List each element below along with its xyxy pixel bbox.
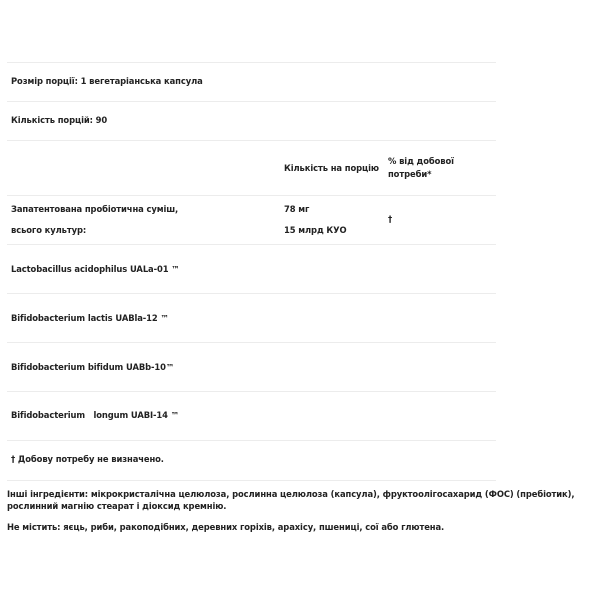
divider: [7, 342, 496, 343]
allergen-statement: Не містить: яєць, риби, ракоподібних, деревних горіхів, арахісу, пшениці, сої або глютена.: [7, 522, 445, 532]
column-header-daily-value-1: % від добової: [388, 156, 454, 166]
divider: [7, 440, 496, 441]
blend-daily-value: †: [388, 214, 393, 224]
serving-size: Розмір порції: 1 вегетаріанська капсула: [11, 76, 203, 86]
blend-name-line2: всього культур:: [11, 225, 87, 235]
divider: [7, 101, 496, 102]
servings-count: Кількість порцій: 90: [11, 115, 108, 125]
other-ingredients-line2: рослинний магнію стеарат і діоксид кремнію.: [7, 501, 227, 511]
divider: [7, 480, 496, 481]
other-ingredients-line1: Інші інгредієнти: мікрокристалічна целюлоза, рослинна целюлоза (капсула), фруктоолігосахарид (ФОС) (пребіотик),: [7, 489, 575, 499]
divider: [7, 293, 496, 294]
blend-name-line1: Запатентована пробіотична суміш,: [11, 204, 179, 214]
footnote: † Добову потребу не визначено.: [11, 454, 164, 464]
divider: [7, 62, 496, 63]
column-header-daily-value-2: потреби*: [388, 169, 432, 179]
divider: [7, 391, 496, 392]
column-header-amount: Кількість на порцію: [284, 163, 379, 173]
strain-row: Lactobacillus acidophilus UALa-01 ™: [11, 264, 180, 274]
divider: [7, 244, 496, 245]
blend-amount-cfu: 15 млрд КУО: [284, 225, 347, 235]
blend-amount-mg: 78 мг: [284, 204, 310, 214]
strain-row: Bifidobacterium bifidum UABb-10™: [11, 362, 175, 372]
strain-row: Bifidobacterium longum UABI-14 ™: [11, 410, 179, 420]
divider: [7, 140, 496, 141]
strain-row: Bifidobacterium lactis UABla-12 ™: [11, 313, 169, 323]
divider: [7, 195, 496, 196]
